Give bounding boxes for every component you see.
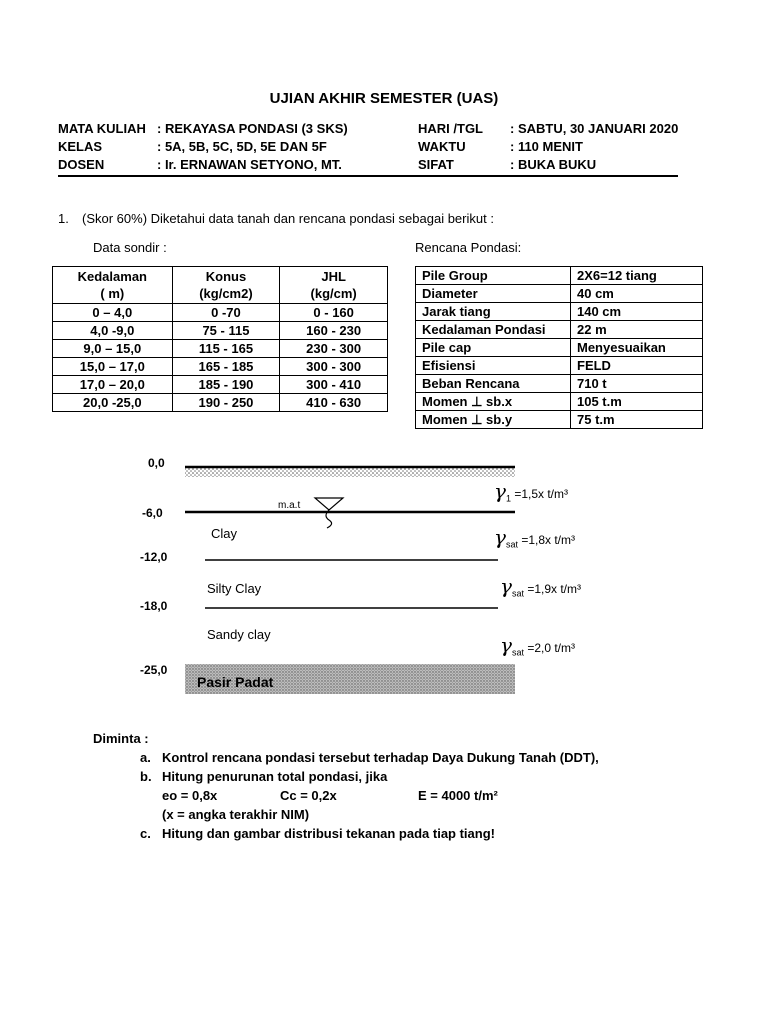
table-cell: 185 - 190 [172,376,280,394]
depth-label: -12,0 [140,550,168,564]
gamma-subscript: 1 [505,493,511,504]
gamma-symbol: γ [494,479,506,503]
sondir-table [52,266,388,412]
unit-weight-layer-3 [500,574,581,598]
table-cell: Kedalaman Pondasi [416,321,571,339]
header-line: JHL [321,269,346,284]
table-cell: Pile Group [416,267,571,285]
water-table-triangle-icon [315,498,343,510]
table-cell: 190 - 250 [172,394,280,412]
list-item-a: Kontrol rencana pondasi tersebut terhadap Daya Dukung Tanah (DDT), [162,750,599,765]
table-cell: 160 - 230 [280,322,388,340]
table-row [416,303,703,321]
gamma-subscript: sat [511,588,524,599]
table-row [53,304,388,322]
param-cc: Cc = 0,2x [280,788,337,803]
table-cell: Pile cap [416,339,571,357]
depth-label: 0,0 [148,456,165,470]
header-label-hari: HARI /TGL [418,121,483,136]
header-line: Kedalaman [77,269,147,284]
header-label-kelas: KELAS [58,139,103,154]
list-letter: b. [140,769,152,784]
table-cell: 15,0 – 17,0 [53,358,173,376]
table-row [416,375,703,393]
gamma-symbol: γ [500,574,512,598]
gamma-subscript: sat [511,647,524,658]
table-row [416,357,703,375]
table-cell: 4,0 -9,0 [53,322,173,340]
table-cell: 2X6=12 tiang [571,267,703,285]
param-e: E = 4000 t/m² [418,788,498,803]
table-cell: 300 - 300 [280,358,388,376]
column-header-jhl [280,267,388,304]
page-title: UJIAN AKHIR SEMESTER (UAS) [269,90,499,107]
depth-label: -18,0 [140,599,168,613]
header-value-hari: : SABTU, 30 JANUARI 2020 [510,121,679,136]
header-line: ( m) [100,286,125,301]
soil-profile-diagram [0,440,768,710]
table-row [416,411,703,429]
list-letter: a. [140,750,151,765]
header-line: (kg/cm) [310,286,357,301]
unit-weight-layer-2 [494,525,575,549]
table-cell: 710 t [571,375,703,393]
table-cell: 140 cm [571,303,703,321]
depth-label: -25,0 [140,663,168,677]
question-text: (Skor 60%) Diketahui data tanah dan rencana pondasi sebagai berikut : [82,211,494,226]
table-cell: 105 t.m [571,393,703,411]
header-label-matakuliah: MATA KULIAH [58,121,146,136]
table-row [416,267,703,285]
table-cell: 20,0 -25,0 [53,394,173,412]
ground-surface-hatch [185,467,515,477]
layer-label-clay: Clay [211,526,238,541]
table-row [416,339,703,357]
gamma-value: =1,9x t/m³ [527,582,581,596]
gamma-symbol: γ [494,525,506,549]
table-cell: 9,0 – 15,0 [53,340,173,358]
table-row [53,358,388,376]
header-label-dosen: DOSEN [58,157,105,172]
pondasi-label: Rencana Pondasi: [415,240,522,255]
param-eo: eo = 0,8x [162,788,218,803]
table-cell: 115 - 165 [172,340,280,358]
table-row [53,340,388,358]
table-cell: 75 t.m [571,411,703,429]
table-row [53,376,388,394]
table-cell: 0 - 160 [280,304,388,322]
table-cell: Momen ⊥ sb.x [416,393,571,411]
header-value-sifat: : BUKA BUKU [510,157,597,172]
gamma-symbol: γ [500,633,512,657]
list-item-b: Hitung penurunan total pondasi, jika [162,769,388,784]
table-cell: Beban Rencana [416,375,571,393]
unit-weight-layer-4 [500,633,575,657]
column-header-kedalaman [53,267,173,304]
layer-label-pasir-padat: Pasir Padat [197,674,274,690]
table-row [416,393,703,411]
table-cell: 300 - 410 [280,376,388,394]
table-row [416,321,703,339]
table-row [53,394,388,412]
table-cell: Menyesuaikan [571,339,703,357]
table-header-row [53,267,388,304]
header-value-kelas: : 5A, 5B, 5C, 5D, 5E DAN 5F [157,139,327,154]
table-cell: 0 – 4,0 [53,304,173,322]
table-cell: 410 - 630 [280,394,388,412]
question-number: 1. [58,211,69,226]
header-value-dosen: : Ir. ERNAWAN SETYONO, MT. [157,157,342,172]
header-value-matakuliah: : REKAYASA PONDASI (3 SKS) [157,121,348,136]
table-cell: 0 -70 [172,304,280,322]
layer-label-sandy-clay: Sandy clay [207,627,271,642]
pondasi-table [415,266,703,429]
gamma-value: =1,5x t/m³ [514,487,568,501]
table-cell: Momen ⊥ sb.y [416,411,571,429]
mat-label: m.a.t [278,500,301,511]
sondir-label: Data sondir : [93,240,167,255]
table-cell: 40 cm [571,285,703,303]
table-row [53,322,388,340]
gamma-subscript: sat [505,539,518,550]
gamma-value: =2,0 t/m³ [527,641,575,655]
table-cell: 17,0 – 20,0 [53,376,173,394]
header-value-waktu: : 110 MENIT [510,139,583,154]
layer-label-silty-clay: Silty Clay [207,581,262,596]
table-cell: 165 - 185 [172,358,280,376]
list-letter: c. [140,826,151,841]
table-cell: 75 - 115 [172,322,280,340]
unit-weight-layer-1 [494,479,568,503]
param-note: (x = angka terakhir NIM) [162,807,310,822]
gamma-value: =1,8x t/m³ [521,533,575,547]
header-divider [58,175,678,177]
table-cell: FELD [571,357,703,375]
list-item-c: Hitung dan gambar distribusi tekanan pada tiap tiang! [162,826,495,841]
column-header-konus [172,267,280,304]
diminta-label: Diminta : [93,731,149,746]
header-label-waktu: WAKTU [418,139,466,154]
table-cell: Efisiensi [416,357,571,375]
depth-label: -6,0 [142,506,163,520]
table-cell: 230 - 300 [280,340,388,358]
table-row [416,285,703,303]
table-cell: 22 m [571,321,703,339]
header-label-sifat: SIFAT [418,157,454,172]
table-cell: Jarak tiang [416,303,571,321]
header-line: Konus [205,269,247,284]
table-cell: Diameter [416,285,571,303]
header-line: (kg/cm2) [199,286,253,301]
